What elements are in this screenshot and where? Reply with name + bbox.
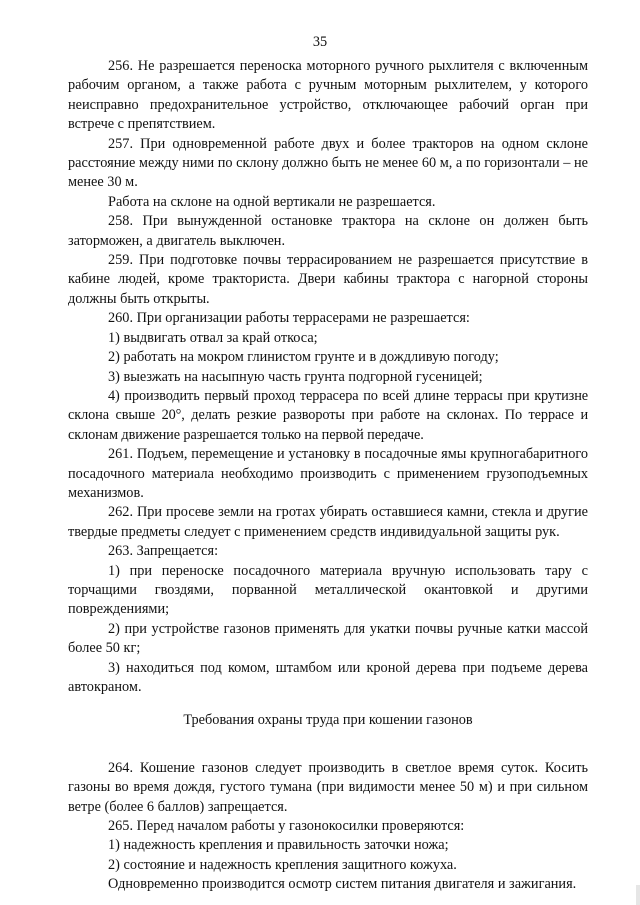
paragraph-265-note: Одновременно производится осмотр систем питания двигателя и зажигания. <box>108 876 577 893</box>
list-item-260-4: 4) производить первый проход террасера по всей длине террасы при крутизне склона свыше 20°, делать резкие развороты при работе на склонах. По террасе и склонам движение разрешается только на первой передаче. <box>68 387 588 443</box>
list-item-263-3: 3) находиться под комом, штамбом или кроной дерева при подъеме дерева автокраном. <box>68 659 588 695</box>
document-body <box>68 57 588 895</box>
list-item-263-1: 1) при переноске посадочного материала вручную использовать тару с торчащими гвоздями, порванной металлической окантовкой и другими повреждениями; <box>68 562 588 618</box>
list-item-265-2: 2) состояние и надежность крепления защитного кожуха. <box>108 856 457 873</box>
paragraph-262: 262. При просеве земли на гротах убирать оставшиеся камни, стекла и другие твердые предметы следует с применением средств индивидуальной защиты рук. <box>68 504 588 540</box>
list-item-263-2: 2) при устройстве газонов применять для укатки почвы ручные катки массой более 50 кг; <box>68 620 588 657</box>
page-number: 35 <box>312 34 328 50</box>
section-heading: Требования охраны труда при кошении газонов <box>183 712 473 729</box>
list-item-265-1: 1) надежность крепления и правильность заточки ножа; <box>108 837 449 854</box>
paragraph-261: 261. Подъем, перемещение и установку в посадочные ямы крупногабаритного посадочного материала необходимо производить с применением грузоподъемных механизмов. <box>68 446 588 501</box>
scan-edge-mark <box>636 885 640 905</box>
paragraph-264: 264. Кошение газонов следует производить в светлое время суток. Косить газоны во время дождя, густого тумана (при видимости менее 50 м) и при сильном ветре (более 6 баллов) запрещается. <box>68 759 588 815</box>
paragraph-258: 258. При вынужденной остановке трактора на склоне он должен быть заторможен, а двигатель выключен. <box>68 213 588 249</box>
paragraph-263: 263. Запрещается: <box>108 543 219 560</box>
paragraph-257: 257. При одновременной работе двух и более тракторов на одном склоне расстояние между ними по склону должно быть не менее 60 м, а по горизонтали – не менее 30 м. <box>68 135 588 191</box>
paragraph-265: 265. Перед началом работы у газонокосилки проверяются: <box>108 818 465 835</box>
list-item-260-3: 3) выезжать на насыпную часть грунта подгорной гусеницей; <box>108 368 483 385</box>
list-item-260-1: 1) выдвигать отвал за край откоса; <box>108 329 318 346</box>
paragraph-260: 260. При организации работы террасерами не разрешается: <box>108 310 470 327</box>
paragraph-257-note: Работа на склоне на одной вертикали не разрешается. <box>108 193 436 210</box>
paragraph-256: 256. Не разрешается переноска моторного ручного рыхлителя с включенным рабочим органом, а также работа с ручным моторным рыхлителем, у которого неисправно предохранительное устройство, отключающее рабочий орган при встрече с препятствием. <box>68 58 588 133</box>
list-item-260-2: 2) работать на мокром глинистом грунте и в дождливую погоду; <box>108 349 499 366</box>
paragraph-259: 259. При подготовке почвы террасированием не разрешается присутствие в кабине людей, кроме тракториста. Двери кабины трактора с нагорной стороны должны быть открыты. <box>68 252 588 307</box>
